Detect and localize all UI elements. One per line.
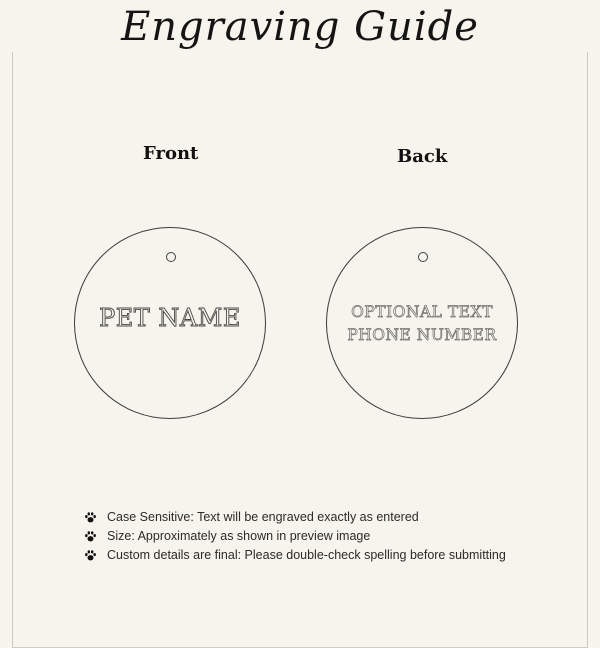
note-text: Size: Approximately as shown in preview image bbox=[107, 529, 371, 543]
paw-icon bbox=[84, 549, 97, 562]
list-item bbox=[84, 546, 506, 565]
paw-icon bbox=[84, 511, 97, 524]
paw-icon bbox=[84, 530, 97, 543]
page-title-text: Engraving Guide bbox=[103, 4, 497, 50]
front-tag-preview bbox=[74, 227, 266, 419]
front-label: Front bbox=[143, 143, 199, 164]
tag-hole bbox=[418, 252, 428, 262]
front-engraving-text: PET NAME bbox=[99, 304, 241, 332]
note-text: Case Sensitive: Text will be engraved exactly as entered bbox=[107, 510, 419, 524]
page-title bbox=[0, 2, 600, 52]
list-item bbox=[84, 508, 506, 527]
back-engraving-line-1: OPTIONAL TEXT bbox=[351, 303, 493, 321]
back-engraving-line-2: PHONE NUMBER bbox=[347, 326, 497, 344]
back-tag-preview bbox=[326, 227, 518, 419]
note-text: Custom details are final: Please double-check spelling before submitting bbox=[107, 548, 506, 562]
tag-hole bbox=[166, 252, 176, 262]
list-item bbox=[84, 527, 506, 546]
back-label: Back bbox=[397, 146, 448, 167]
engraving-notes-list bbox=[84, 508, 506, 565]
